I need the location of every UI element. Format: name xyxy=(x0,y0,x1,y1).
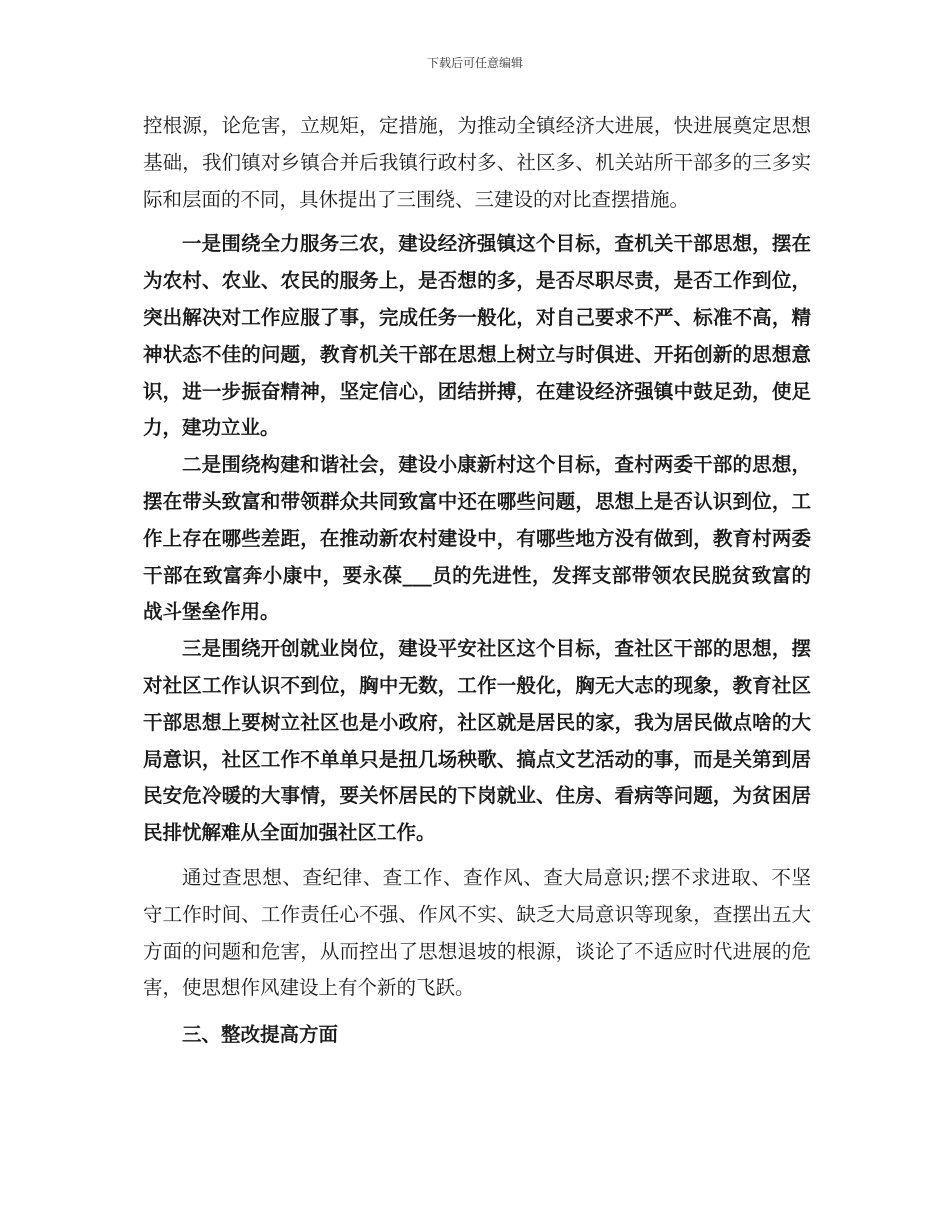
intro-paragraph: 控根源，论危害，立规矩，定措施，为推动全镇经济大进展，快进展奠定思想基础，我们镇对乡镇合并后我镇行政村多、社区多、机关站所干部多的三多实际和层面的不同，具休提出了三围绕、三建设的对比查摆措施。 xyxy=(143,114,811,211)
point-two-paragraph: 二是围绕构建和谐社会，建设小康新村这个目标，查村两委干部的思想，摆在带头致富和带领群众共同致富中还在哪些问题，思想上是否认识到位，工作上存在哪些差距，在推动新农村建设中，有哪些地方没有做到，教育村两委干部在致富奔小康中，要永葆___员的先进性，发挥支部带领农民脱贫致富的战斗堡垒作用。 xyxy=(143,453,811,624)
page-header-note: 下载后可任意编辑 xyxy=(426,56,523,70)
point-three-paragraph: 三是围绕开创就业岗位，建设平安社区这个目标，查社区干部的思想，摆对社区工作认识不到位，胸中无数，工作一般化，胸无大志的现象，教育社区干部思想上要树立社区也是小政府，社区就是居民的家，我为居民做点啥的大局意识，社区工作不单单只是扭几场秧歌、搞点文艺活动的事，而是关第到居民安危冷暖的大事情，要关怀居民的下岗就业、住房、看病等问题，为贫困居民排忧解难从全面加强社区工作。 xyxy=(143,637,811,845)
document-body xyxy=(143,108,811,1054)
summary-paragraph: 通过查思想、查纪律、查工作、查作风、查大局意识;摆不求进取、不坚守工作时间、工作责任心不强、作风不实、缺乏大局意识等现象，查摆出五大方面的问题和危害，从而控出了思想退坡的根源，谈论了不适应时代进展的危害，使思想作风建设上有个新的飞跃。 xyxy=(143,865,811,1000)
section-heading: 三、整改提高方面 xyxy=(182,1023,339,1047)
point-one-paragraph: 一是围绕全力服务三农，建设经济强镇这个目标，查机关干部思想，摆在为农村、农业、农民的服务上，是否想的多，是否尽职尽责，是否工作到位，突出解决对工作应服了事，完成任务一般化，对自己要求不严、标准不高，精神状态不佳的问题，教育机关干部在思想上树立与时俱进、开拓创新的思想意识，进一步振奋精神，坚定信心，团结拼搏，在建设经济强镇中鼓足劲，使足力，建功立业。 xyxy=(143,232,811,440)
